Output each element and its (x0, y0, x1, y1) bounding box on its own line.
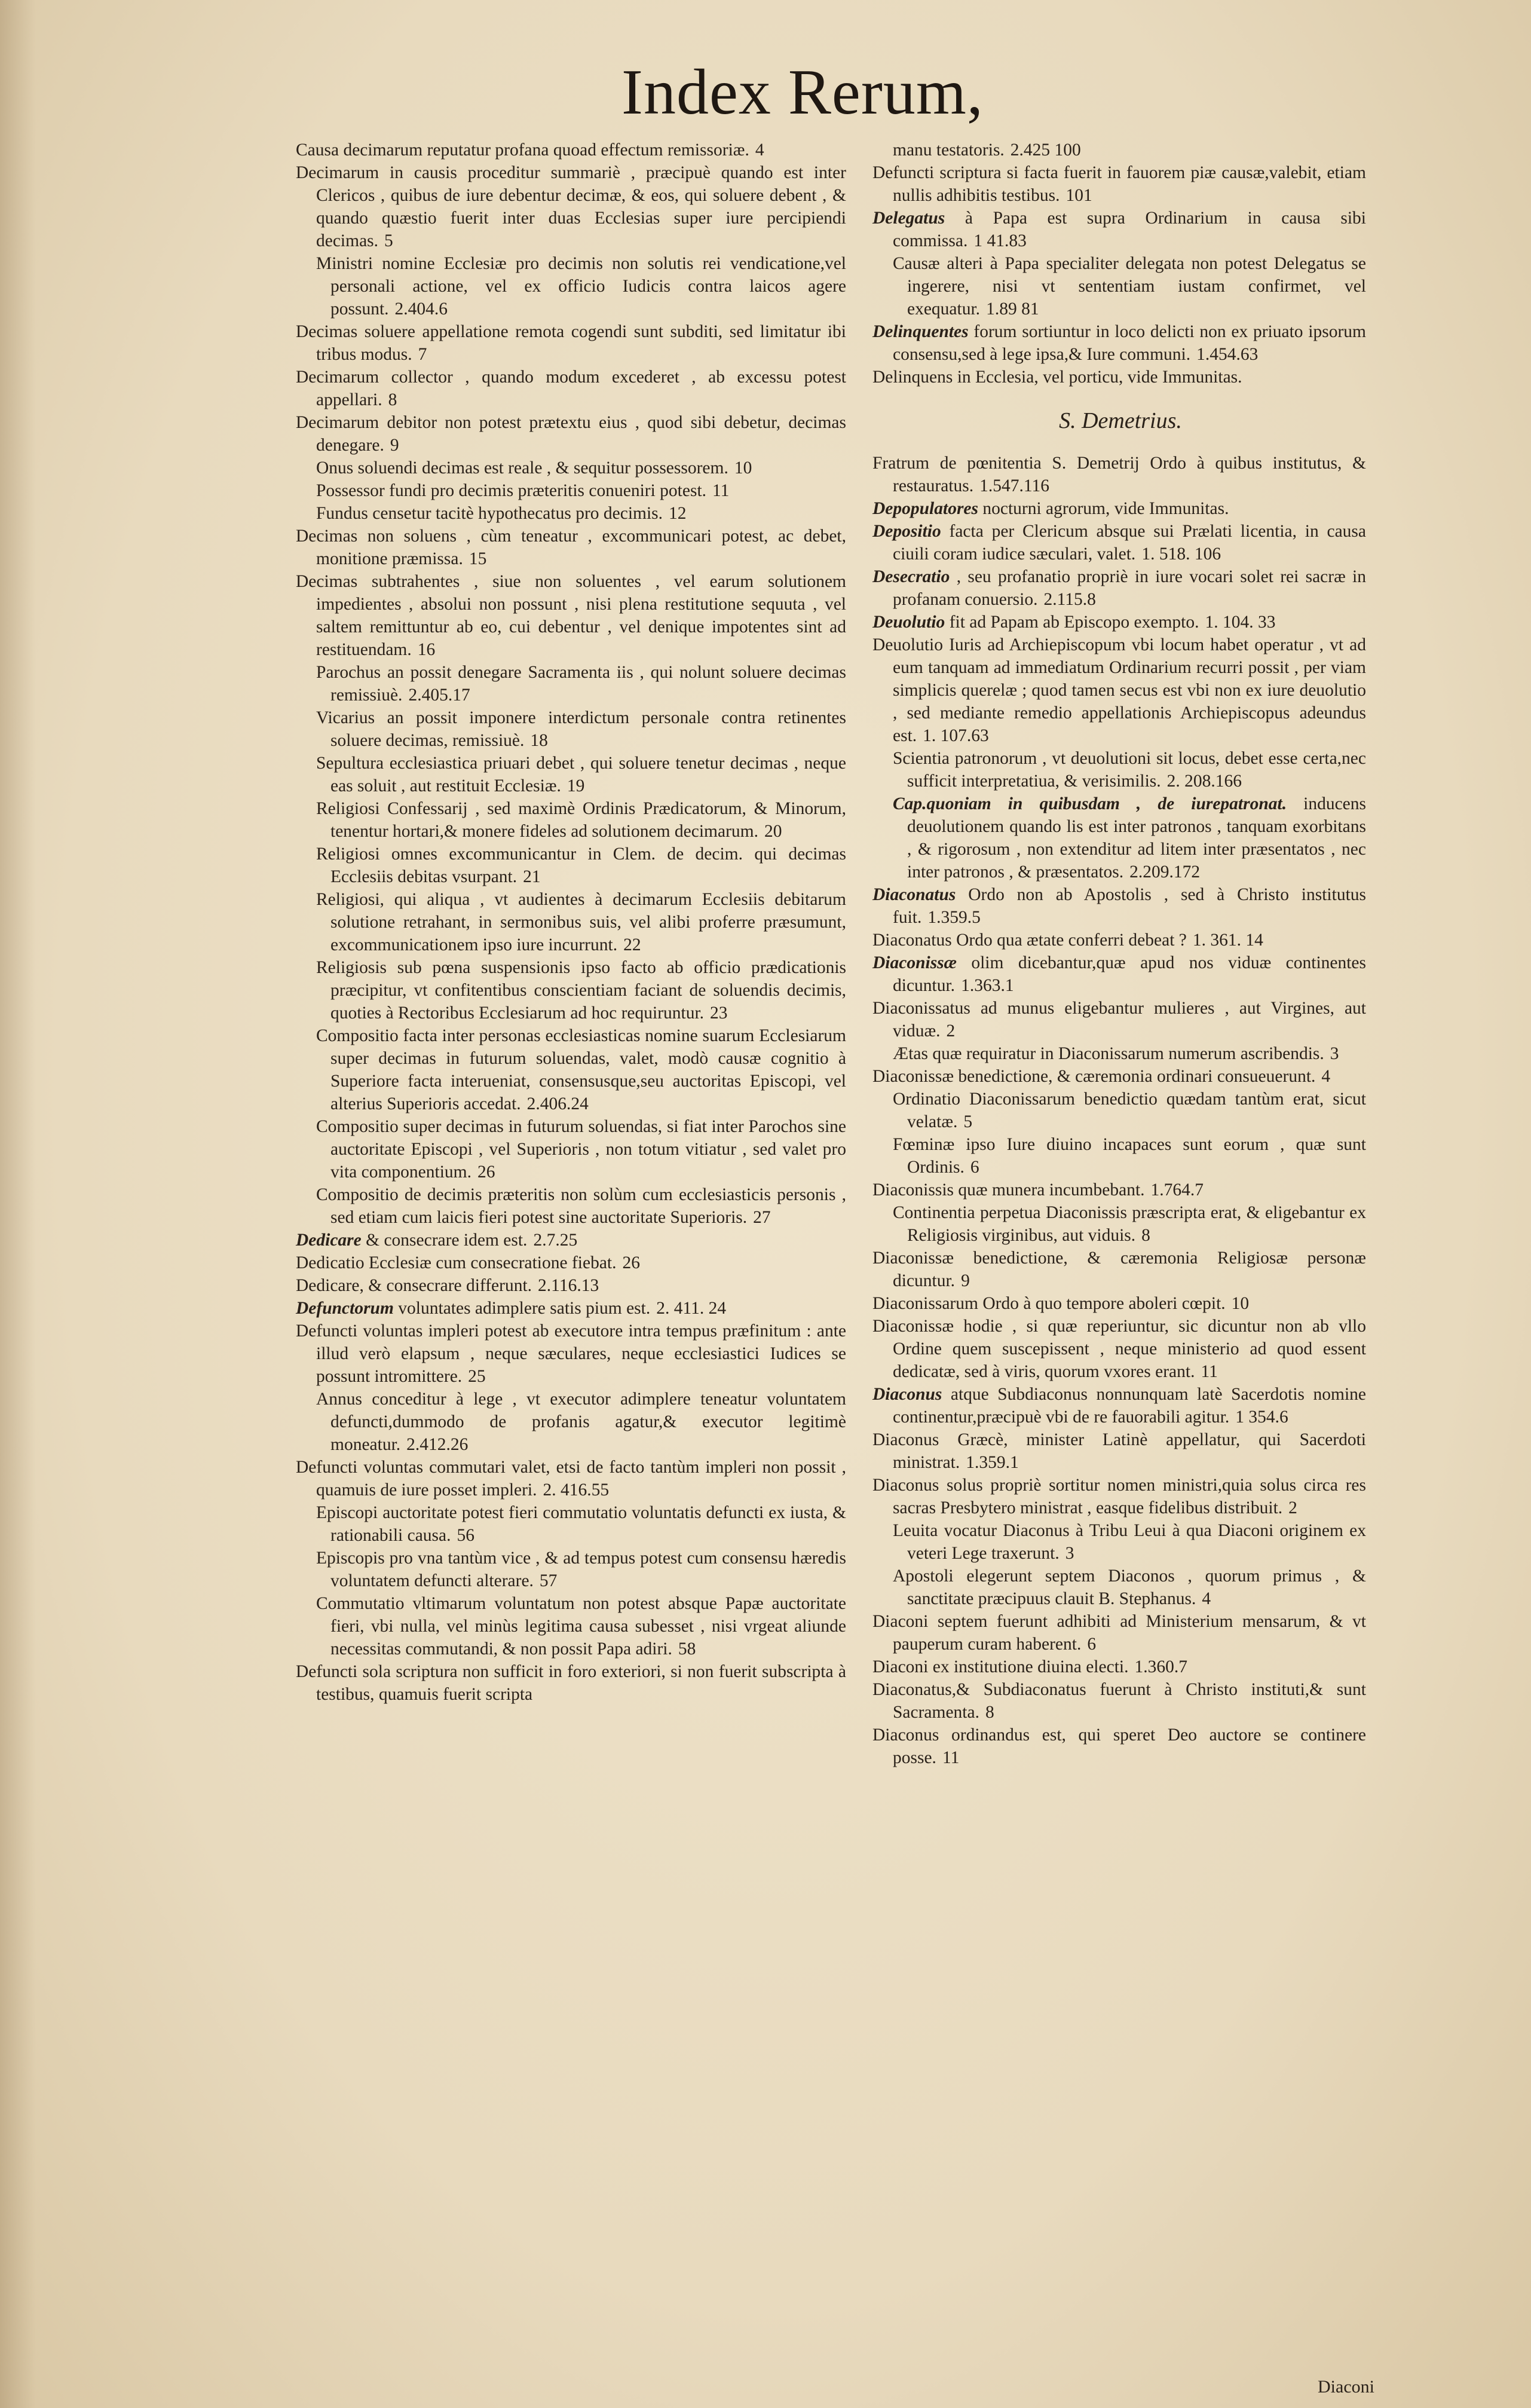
index-entry (296, 888, 849, 956)
entry-reference: 9 (961, 1271, 970, 1290)
entry-reference: 1.764.7 (1150, 1180, 1204, 1200)
entry-reference: 1.89 81 (986, 299, 1039, 319)
entry-text: Decimarum collector , quando modum excederet , ab excessu potest appellari. (296, 368, 846, 409)
entry-text: Diaconus ordinandus est, qui speret Deo auctore se continere posse. (872, 1725, 1366, 1767)
entry-reference: 2.209.172 (1129, 862, 1201, 882)
entry-reference: 2. 411. 24 (656, 1299, 727, 1318)
entry-text: Vicarius an possit imponere interdictum personale contra retinentes soluere decimas, remissiuè. (316, 708, 846, 750)
entry-keyword: Diaconus (872, 1385, 942, 1404)
entry-text: Diaconus Græcè, minister Latinè appellatur, qui Sacerdoti ministrat. (872, 1430, 1366, 1472)
entry-text: fit ad Papam ab Episcopo exempto. (945, 613, 1199, 632)
entry-text: Religiosi Confessarij , sed maximè Ordinis Prædicatorum, & Minorum, tenentur hortari,& monere fideles ad solutionem decimarum. (316, 799, 846, 841)
entry-text: Sepultura ecclesiastica priuari debet , qui soluere tenetur decimas , neque eas soluit , aut restituit Ecclesiæ. (316, 754, 846, 795)
entry-text: Diaconissæ benedictione, & cæremonia Religiosæ personæ dicuntur. (872, 1249, 1366, 1290)
entry-reference: 16 (417, 640, 436, 659)
entry-text: Ætas quæ requiratur in Diaconissarum numerum ascribendis. (893, 1044, 1324, 1063)
entry-text: Fratrum de pœnitentia S. Demetrij Ordo à quibus institutus, & restauratus. (872, 454, 1366, 495)
page-edge-shadow (0, 0, 36, 2408)
entry-text: Decimas non soluens , cùm teneatur , excommunicari potest, ac debet, monitione præmissa. (296, 527, 846, 568)
entry-reference: 9 (390, 436, 399, 455)
index-entry (872, 452, 1368, 497)
entry-text: Ordo non ab Apostolis , sed à Christo institutus fuit. (893, 885, 1366, 927)
entry-keyword: Desecratio (872, 567, 950, 586)
index-entry (296, 1183, 849, 1229)
entry-keyword: Diaconatus (872, 885, 956, 904)
index-entry (296, 411, 849, 457)
entry-keyword: Dedicare (296, 1231, 362, 1250)
entry-reference: 10 (1231, 1294, 1250, 1313)
index-entry (872, 1519, 1368, 1565)
entry-text: Defuncti scriptura si facta fuerit in fauorem piæ causæ,valebit, etiam nullis adhibitis testibus. (872, 163, 1366, 205)
entry-reference: 11 (1201, 1362, 1218, 1381)
entry-reference: 7 (418, 345, 427, 364)
entry-reference: 1 354.6 (1235, 1408, 1288, 1427)
index-entry (296, 752, 849, 797)
entry-text: Episcopis pro vna tantùm vice , & ad tempus potest cum consensu hæredis voluntatem defuncti alterare. (316, 1549, 846, 1590)
index-entry (872, 611, 1368, 634)
entry-reference: 1. 361. 14 (1192, 931, 1263, 950)
index-entry (296, 1547, 849, 1592)
entry-text: Ordinatio Diaconissarum benedictio quædam tantùm erat, sicut velatæ. (893, 1090, 1366, 1131)
entry-reference: 2.116.13 (538, 1276, 599, 1295)
entry-keyword: Depositio (872, 522, 941, 541)
entry-text: Dedicare, & consecrare differunt. (296, 1276, 532, 1295)
entry-keyword: Deuolutio (872, 613, 945, 632)
index-entry (872, 565, 1368, 611)
entry-text: Decimas subtrahentes , siue non soluentes , vel earum solutionem impedientes , absolui non possunt , nisi plena restitutione sequuta , vel saltem remittuntur ab eo, cui debentur , vel denique impotentes sint ad restituendam. (296, 572, 846, 659)
entry-text: Leuita vocatur Diaconus à Tribu Leui à qua Diaconi originem ex veteri Lege traxerunt. (893, 1521, 1366, 1563)
entry-reference: 5 (963, 1112, 973, 1131)
entry-keyword: Defunctorum (296, 1299, 394, 1318)
entry-text: voluntates adimplere satis pium est. (393, 1299, 651, 1318)
left-column (296, 139, 849, 1706)
index-entry (872, 1565, 1368, 1610)
entry-reference: 2.412.26 (406, 1435, 469, 1454)
entry-reference: 2.115.8 (1043, 590, 1096, 609)
entry-text: manu testatoris. (893, 140, 1005, 160)
section-heading: S. Demetrius. (1059, 408, 1182, 433)
index-entry (296, 366, 849, 411)
entry-text: Religiosi omnes excommunicantur in Clem. de decim. qui decimas Ecclesiis debitas vsurpant. (316, 845, 846, 886)
entry-reference: 11 (942, 1748, 960, 1767)
index-entry (296, 570, 849, 661)
entry-reference: 6 (970, 1158, 979, 1177)
entry-reference: 26 (622, 1253, 641, 1272)
index-entry (872, 1474, 1368, 1519)
entry-reference: 20 (764, 822, 782, 841)
right-column (872, 139, 1368, 1769)
index-entry (296, 1501, 849, 1547)
entry-reference: 8 (985, 1703, 994, 1722)
entry-text: Scientia patronorum , vt deuolutioni sit locus, debet esse certa,nec sufficit interpretatiua, & verisimilis. (893, 749, 1366, 791)
entry-reference: 19 (567, 776, 585, 795)
page-title: Index Rerum, (621, 57, 984, 128)
entry-reference: 2.425 100 (1010, 140, 1081, 160)
entry-reference: 1.359.5 (927, 908, 981, 927)
index-entry (872, 997, 1368, 1042)
entry-reference: 26 (477, 1162, 495, 1182)
index-entry (872, 883, 1368, 929)
right-entries-top (872, 139, 1368, 388)
entry-reference: 21 (523, 867, 541, 886)
index-entry (296, 457, 849, 479)
right-entries-bottom (872, 452, 1368, 1769)
index-entry (296, 956, 849, 1024)
entry-reference: 2.406.24 (526, 1094, 589, 1113)
index-entry (296, 1229, 849, 1252)
entry-text: Onus soluendi decimas est reale , & sequitur possessorem. (316, 458, 728, 478)
index-entry (296, 139, 849, 161)
entry-reference: 11 (712, 481, 730, 500)
index-entry (872, 1179, 1368, 1201)
entry-text: Defuncti sola scriptura non sufficit in foro exteriori, si non fuerit subscripta à testibus, quamuis fuerit scripta (296, 1662, 846, 1704)
entry-text: Diaconissæ benedictione, & cæremonia ordinari consueuerunt. (872, 1067, 1316, 1086)
entry-text: Diaconissæ hodie , si quæ reperiuntur, sic dicuntur non ab vllo Ordine quem suscepissent , neque ministerio ad quod essent dedicatæ, sed à viris, quorum vxores erant. (872, 1317, 1366, 1381)
entry-text: Fœminæ ipso Iure diuino incapaces sunt eorum , quæ sunt Ordinis. (893, 1135, 1366, 1177)
entry-text: Causa decimarum reputatur profana quoad effectum remissoriæ. (296, 140, 749, 160)
index-entry (872, 1428, 1368, 1474)
index-entry (296, 1592, 849, 1660)
entry-text: Deuolutio Iuris ad Archiepiscopum vbi locum habet operatur , vt ad eum tanquam ad immediatum Ordinarium recurri possit , per viam simplicis querelæ ; quod tamen secus est vbi non ex iure deuolutio , sed mediante remedio appellationis Archiepiscopus adeundus est. (872, 635, 1366, 745)
entry-text: Diaconus solus propriè sortitur nomen ministri,quia solus circa res sacras Presbytero ministrat , easque fidelibus distribuit. (872, 1476, 1366, 1517)
entry-reference: 1.359.1 (966, 1453, 1019, 1472)
index-entry (296, 161, 849, 252)
index-entry (296, 706, 849, 752)
entry-text: Annus conceditur à lege , vt executor adimplere teneatur voluntatem defuncti,dummodo de profanis agatur,& executor legitimè moneatur. (316, 1390, 846, 1454)
entry-text: Delinquens in Ecclesia, vel porticu, vide Immunitas. (872, 368, 1242, 387)
index-entry (872, 139, 1368, 161)
entry-text: Religiosis sub pœna suspensionis ipso facto ab officio prædicationis præcipitur, vt confitentibus conscientiam faciant de soluendis decimis, quoties à Rectoribus Ecclesiarum ad hoc requiruntur. (316, 958, 846, 1023)
entry-text: Episcopi auctoritate potest fieri commutatio voluntatis defuncti ex iusta, & rationabili causa. (316, 1503, 846, 1545)
index-entry (872, 793, 1368, 883)
entry-text: Diaconissis quæ munera incumbebant. (872, 1180, 1145, 1200)
index-entry (872, 520, 1368, 565)
entry-text: Defuncti voluntas impleri potest ab executore intra tempus præfinitum : ante illud verò elapsum , neque sæculares, neque ecclesiastici Iudices se possunt intromittere. (296, 1321, 846, 1386)
index-entry (872, 1088, 1368, 1133)
entry-reference: 1. 104. 33 (1205, 613, 1276, 632)
index-entry (296, 1274, 849, 1297)
index-entry (872, 634, 1368, 747)
entry-reference: 8 (388, 390, 397, 409)
entry-reference: 2 (946, 1021, 956, 1041)
entry-reference: 57 (539, 1571, 558, 1590)
entry-text: Decimarum in causis proceditur summariè , præcipuè quando est inter Clericos , quibus de iure debentur decimæ, & eos, qui soluere debent , & quando quæstio fuerit inter duas Ecclesias super iure percipiendi decimas. (296, 163, 846, 250)
entry-reference: 8 (1141, 1226, 1150, 1245)
entry-text: nocturni agrorum, vide Immunitas. (978, 499, 1229, 518)
entry-text: Dedicatio Ecclesiæ cum consecratione fiebat. (296, 1253, 617, 1272)
entry-keyword: Delegatus (872, 209, 945, 228)
entry-keyword: Cap.quoniam in quibusdam , de iurepatronat. (893, 794, 1287, 813)
index-entry (296, 1297, 849, 1320)
entry-reference: 1.454.63 (1196, 345, 1259, 364)
index-entry (872, 1656, 1368, 1678)
index-entry (872, 1315, 1368, 1383)
index-entry (872, 320, 1368, 366)
entry-reference: 56 (457, 1526, 475, 1545)
index-entry (296, 502, 849, 525)
entry-text: , seu profanatio propriè in iure vocari solet rei sacræ in profanam conuersio. (893, 567, 1366, 609)
entry-text: Compositio de decimis præteritis non solùm cum ecclesiasticis personis , sed etiam cum laicis fieri potest sine auctoritate Superioris. (316, 1185, 846, 1227)
entry-text: forum sortiuntur in loco delicti non ex priuato ipsorum consensu,sed à lege ipsa,& Iure communi. (893, 322, 1366, 364)
entry-reference: 2.7.25 (533, 1231, 578, 1250)
index-entry (296, 1660, 849, 1706)
entry-reference: 1 41.83 (973, 231, 1027, 250)
index-entry (296, 1252, 849, 1274)
entry-reference: 23 (710, 1003, 728, 1023)
entry-keyword: Depopulatores (872, 499, 978, 518)
entry-reference: 3 (1065, 1544, 1074, 1563)
index-entry (296, 479, 849, 502)
entry-reference: 12 (669, 504, 687, 523)
entry-reference: 2.404.6 (394, 299, 448, 319)
index-entry (872, 1247, 1368, 1292)
entry-text: Religiosi, qui aliqua , vt audientes à decimarum Ecclesiis debitarum solutione retrahant, in sermonibus suis, vel alibi proferre præsumunt, excommunicationem ipso iure incurrunt. (316, 890, 846, 954)
index-entry (872, 207, 1368, 252)
entry-reference: 25 (468, 1367, 486, 1386)
entry-reference: 27 (753, 1208, 771, 1227)
entry-keyword: Diaconissæ (872, 953, 957, 972)
entry-reference: 1.363.1 (961, 976, 1014, 995)
entry-reference: 18 (530, 731, 548, 750)
index-entry (872, 1292, 1368, 1315)
entry-reference: 3 (1330, 1044, 1339, 1063)
entry-text: Diaconi ex institutione diuina electi. (872, 1657, 1129, 1676)
index-entry (872, 1724, 1368, 1769)
index-entry (296, 1320, 849, 1388)
entry-text: & consecrare idem est. (361, 1231, 528, 1250)
index-entry (296, 661, 849, 706)
entry-text: atque Subdiaconus nonnunquam latè Sacerdotis nomine continentur,præcipuè vbi de re fauorabili agitur. (893, 1385, 1366, 1427)
entry-reference: 15 (469, 549, 487, 568)
entry-text: Fundus censetur tacitè hypothecatus pro decimis. (316, 504, 663, 523)
entry-text: Commutatio vltimarum voluntatum non potest absque Papæ auctoritate fieri, vbi nulla, vel minùs legitima causa subesset , nisi vrgeat aliunde necessitas commutandi, & non possit Papa adiri. (316, 1594, 846, 1659)
entry-reference: 10 (734, 458, 752, 478)
index-entry (872, 747, 1368, 793)
entry-reference: 2. 416.55 (543, 1480, 610, 1500)
index-entry (296, 1388, 849, 1456)
index-entry (296, 1024, 849, 1115)
index-entry (872, 366, 1368, 388)
index-entry (872, 929, 1368, 951)
entry-text: Diaconissatus ad munus eligebantur mulieres , aut Virgines, aut viduæ. (872, 999, 1366, 1041)
entry-text: Compositio facta inter personas ecclesiasticas nomine suarum Ecclesiarum super decimas in futurum soluendas, valet, modò causæ cognitio à Superiore facta interueniat, consensusque,seu auctoritas Episcopi, vel alterius Superioris accedat. (316, 1026, 846, 1113)
entry-text: olim dicebantur,quæ apud nos viduæ continentes dicuntur. (893, 953, 1366, 995)
index-entry (296, 1115, 849, 1183)
entry-text: Apostoli elegerunt septem Diaconos , quorum primus , & sanctitate præcipuus clauit B. Stephanus. (893, 1566, 1366, 1608)
index-entry (296, 797, 849, 843)
entry-text: Decimas soluere appellatione remota cogendi sunt subditi, sed limitatur ibi tribus modus. (296, 322, 846, 364)
index-entry (296, 525, 849, 570)
index-entry (872, 1678, 1368, 1724)
entry-text: Decimarum debitor non potest prætextu eius , quod sibi debetur, decimas denegare. (296, 413, 846, 455)
entry-text: à Papa est supra Ordinarium in causa sibi commissa. (893, 209, 1366, 250)
entry-reference: 2 (1288, 1498, 1297, 1517)
index-entry (296, 843, 849, 888)
entry-reference: 4 (755, 140, 764, 160)
index-entry (872, 161, 1368, 207)
index-entry (872, 1201, 1368, 1247)
entry-reference: 5 (384, 231, 393, 250)
index-entry (296, 252, 849, 320)
entry-text: Ministri nomine Ecclesiæ pro decimis non solutis rei vendicatione,vel personali actione, vel ex officio Iudicis contra laicos agere possunt. (316, 254, 846, 319)
entry-text: Continentia perpetua Diaconissis præscripta erat, & eligebantur ex Religiosis virginibus, aut viduis. (893, 1203, 1366, 1245)
index-entry (872, 1383, 1368, 1428)
entry-reference: 4 (1202, 1589, 1211, 1608)
entry-reference: 1.360.7 (1134, 1657, 1187, 1676)
entry-text: Diaconissarum Ordo à quo tempore aboleri cœpit. (872, 1294, 1226, 1313)
index-entry (872, 1133, 1368, 1179)
entry-text: Diaconi septem fuerunt adhibiti ad Ministerium mensarum, & vt pauperum curam haberent. (872, 1612, 1366, 1654)
entry-reference: 6 (1087, 1635, 1097, 1654)
entry-text: inducens deuolutionem quando lis est inter patronos , tanquam exorbitans , & rigorosum , non extenditur ad litem inter præsentatos , nec inter patronos , & præsentatos. (907, 794, 1366, 882)
entry-reference: 58 (678, 1639, 696, 1659)
entry-reference: 2.405.17 (408, 686, 470, 705)
entry-reference: 1.547.116 (979, 476, 1050, 495)
entry-text: Diaconatus Ordo qua ætate conferri debeat ? (872, 931, 1187, 950)
entry-text: Possessor fundi pro decimis præteritis conueniri potest. (316, 481, 707, 500)
entry-reference: 1. 518. 106 (1141, 544, 1221, 564)
entry-reference: 22 (623, 935, 641, 954)
index-entry (872, 951, 1368, 997)
catchword: Diaconi (1318, 2377, 1374, 2397)
entry-text: Defuncti voluntas commutari valet, etsi de facto tantùm impleri non possit , quamuis de iure posset impleri. (296, 1458, 846, 1500)
entry-keyword: Delinquentes (872, 322, 969, 341)
index-entry (296, 1456, 849, 1501)
index-entry (872, 1042, 1368, 1065)
index-entry (872, 252, 1368, 320)
entry-reference: 1. 107.63 (923, 726, 989, 745)
index-entry (296, 320, 849, 366)
entry-text: facta per Clericum absque sui Prælati licentia, in causa ciuili coram iudice sæculari, valet. (893, 522, 1366, 564)
index-entry (872, 1065, 1368, 1088)
index-entry (872, 497, 1368, 520)
entry-reference: 4 (1321, 1067, 1331, 1086)
entry-text: Diaconatus,& Subdiaconatus fuerunt à Christo instituti,& sunt Sacramenta. (872, 1680, 1366, 1722)
index-entry (872, 1610, 1368, 1656)
entry-text: Parochus an possit denegare Sacramenta iis , qui nolunt soluere decimas remissiuè. (316, 663, 846, 705)
entry-text: Compositio super decimas in futurum soluendas, si fiat inter Parochos sine auctoritate Episcopi , vel Superioris , non totum vitiatur , sed valet pro vita componentium. (316, 1117, 846, 1182)
entry-text: Causæ alteri à Papa specialiter delegata non potest Delegatus se ingerere, nisi vt sententiam iustam confirmet, vel exequatur. (893, 254, 1366, 319)
entry-reference: 2. 208.166 (1166, 772, 1242, 791)
entry-reference: 101 (1065, 186, 1092, 205)
